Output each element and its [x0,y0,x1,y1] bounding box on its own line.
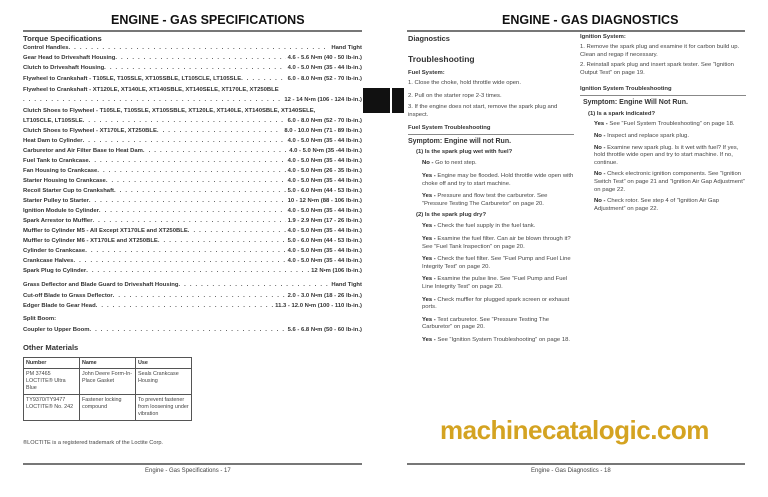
spec-label: Carburetor and Air Filter Base to Heat Dam [23,148,143,154]
spec-value: 1.9 - 2.9 N•m (17 - 26 lb-in.) [287,218,362,224]
spec-value: 4.0 - 5.0 N•m (35 - 44 lb-in.) [287,208,362,214]
answer-key: Yes - [422,336,436,343]
spec-value: 8.0 - 10.0 N•m (71 - 89 lb-in.) [284,128,362,134]
cell: TY9370/TY9477 LOCTITE® No. 242 [24,395,80,421]
dot-leader [93,218,286,225]
spec-value: 11.3 - 12.0 N•m (100 - 110 lb-in.) [275,303,362,309]
answer-item [594,133,746,141]
torque-row-label [23,87,362,94]
torque-row [23,268,362,275]
spec-value: 12 N•m (106 lb-in.) [311,268,362,274]
answer-item [594,121,746,129]
fuel-step: 1. Close the choke, hold throttle wide open. [408,80,521,86]
spec-value: Hand Tight [331,45,362,51]
dot-leader [83,118,286,125]
dot-leader [113,293,286,300]
answer-key: Yes - [422,256,436,263]
answer-key: Yes - [422,316,436,323]
dot-leader [241,76,285,83]
spec-value: 4.0 - 5.0 N•m (26 - 35 lb-in.) [287,168,362,174]
dot-leader [85,248,285,255]
cell: John Deere Form-In-Place Gasket [80,369,136,395]
answer-item [422,223,574,231]
ign-step: 1. Remove the spark plug and examine it for carbon build up. Clean and regap if necessary. [580,44,740,58]
torque-row [23,228,362,235]
dot-leader [143,148,287,155]
dot-leader [115,55,285,62]
dot-leader [96,303,273,310]
torque-row [23,258,362,265]
cell: Seals Crankcase Housing [136,369,192,395]
spec-label: Fan Housing to Crankcase [23,168,98,174]
spec-label: Gear Head to Driveshaft Housing [23,55,116,61]
dot-leader [99,208,286,215]
answer-text: Go to next step. [433,160,477,167]
spec-label: Recoil Starter Cup to Crankshaft [23,188,114,194]
diagnostics-heading: Diagnostics [408,34,450,43]
spec-value: 4.0 - 5.0 N•m (35 -44 lb-in.) [289,148,362,154]
spec-value: 4.0 - 5.0 N•m (35 - 44 lb-in.) [287,65,362,71]
dot-leader [104,65,285,72]
spec-label: Starter Housing to Crankcase [23,178,106,184]
torque-row [23,303,362,310]
answer-item [422,173,574,188]
dot-leader [83,138,286,145]
torque-specs-heading: Torque Specifications [23,34,102,43]
torque-row [23,178,362,185]
dot-leader [89,198,286,205]
spec-label: Heat Dam to Cylinder [23,138,83,144]
answer-item [594,145,746,168]
spec-label: Muffler to Cylinder M5 - All Except XT170LE and XT250BLE [23,228,188,234]
footer-rule [407,463,745,465]
spec-label: Cut-off Blade to Grass Deflector [23,293,113,299]
spec-value: 4.0 - 5.0 N•m (35 - 44 lb-in.) [287,248,362,254]
torque-row [23,238,362,245]
trademark-note: ®LOCTITE is a registered trademark of the Loctite Corp. [23,440,163,446]
torque-row [23,128,362,135]
spec-label: Flywheel to Crankshaft - XT120LE, XT140LE, XT140SBLE, XT140SELE, XT170LE, XT250BLE [23,87,279,93]
q2-answers [422,223,574,344]
spec-value: 4.0 - 5.0 N•m (35 - 44 lb-in.) [287,258,362,264]
dot-leader [97,168,285,175]
spec-value: 12 - 14 N•m (106 - 124 lb-in.) [284,97,362,103]
q1-answers [422,160,574,208]
torque-row [23,158,362,165]
answer-text: Inspect and replace spark plug. [605,132,689,139]
answer-text: See “Fuel System Troubleshooting” on page 18. [607,121,735,128]
answer-text: Examine the fuel filter. Can air be blown through it? See “Fuel Tank Inspection” on page 20. [422,235,571,250]
torque-row [23,218,362,225]
torque-row [23,168,362,175]
torque-row [23,76,362,83]
section-tab-marker [363,88,390,113]
answer-key: Yes - [422,235,436,242]
spec-label: Cylinder to Crankcase [23,248,86,254]
fuel-ts-heading: Fuel System Troubleshooting [408,125,491,132]
answer-item [422,276,574,291]
spec-label: Edger Blade to Gear Head [23,303,96,309]
answer-item [422,236,574,251]
answer-key: No - [594,171,606,178]
dot-leader [178,282,329,289]
fuel-symptom: Symptom: Engine will not Run. [408,138,512,146]
spec-value: 10 - 12 N•m (88 - 106 lb-in.) [287,198,362,204]
answer-item [594,171,746,194]
answer-text: Examine the pulse line. See “Fuel Pump and Fuel Line Integrity Test” on page 20. [422,276,568,290]
answer-key: Yes - [422,193,436,200]
header-rule [23,30,362,32]
right-page-title: ENGINE - GAS DIAGNOSTICS [502,13,679,27]
dot-leader [89,158,286,165]
dot-leader [188,228,286,235]
iq1-answers [594,121,746,213]
spec-label: LT105CLE, LT105SLE [23,118,83,124]
torque-row [23,327,362,334]
spec-label: Flywheel to Crankshaft - T105LE, T105SLE, XT105SBLE, LT105CLE, LT105SLE [23,76,242,82]
torque-row [23,138,362,145]
answer-text: Check the fuel supply in the fuel tank. [435,223,536,230]
spec-label: Control Handles [23,45,69,51]
dot-leader [89,327,285,334]
spec-value: 5.6 - 6.8 N•m (50 - 60 lb-in.) [287,327,362,333]
footer-rule [23,463,362,465]
answer-key: Yes - [422,172,436,179]
ign-ts-heading: Ignition System Troubleshooting [580,86,672,93]
torque-row [23,45,362,52]
spec-value: 4.0 - 5.0 N•m (35 - 44 lb-in.) [287,178,362,184]
left-page-title: ENGINE - GAS SPECIFICATIONS [111,13,305,27]
torque-row [23,65,362,72]
answer-key: No - [594,144,606,151]
col-use: Use [136,358,192,369]
torque-row [23,198,362,205]
answer-text: Check the fuel filter. See “Fuel Pump and Fuel Line Integrity Test” on page 20. [422,256,571,270]
answer-key: Yes - [594,121,608,128]
torque-row [23,55,362,62]
right-page-footer: Engine - Gas Diagnostics - 18 [531,468,611,474]
divider [408,134,574,135]
answer-text: Engine may be flooded. Hold throttle wide open with choke off and try to start machine. [422,172,574,187]
torque-row [23,293,362,300]
spec-label: Clutch Shoes to Flywheel - XT170LE, XT250BLE [23,128,157,134]
dot-leader [69,45,330,52]
header-rule [407,30,745,32]
left-page-footer: Engine - Gas Specifications - 17 [145,468,231,474]
spec-value: 4.0 - 5.0 N•m (35 - 44 lb-in.) [287,228,362,234]
dot-leader [114,188,286,195]
col-number: Number [24,358,80,369]
cell: To prevent fastener from loosening under vibration [136,395,192,421]
materials-table [23,357,192,421]
answer-key: Yes - [422,276,436,283]
answer-item [422,160,574,168]
spec-label: Clutch to Driveshaft Housing [23,65,105,71]
spec-label: Crankcase Halves [23,258,74,264]
answer-key: No - [594,132,606,139]
answer-text: Test carburetor. See “Pressure Testing The Carburetor” on page 20. [422,316,550,331]
fuel-step: 2. Pull on the starter rope 2-3 times. [408,92,502,99]
spec-value: 5.0 - 6.0 N•m (44 - 53 lb-in.) [287,188,362,194]
answer-text: Check electronic ignition components. See “Ignition Switch Test” on page 21 and “Ignition Air Gap Adjustment” on page 22. [594,171,745,193]
spec-value: 4.6 - 5.6 N•m (40 - 50 lb-in.) [287,55,362,61]
answer-item [422,317,574,332]
spec-value: Hand Tight [331,282,362,288]
torque-row [23,188,362,195]
fuel-system-label: Fuel System: [408,70,445,76]
ign-symptom: Symptom: Engine Will Not Run. [583,99,688,107]
dot-leader [23,97,282,104]
answer-text: Check muffler for plugged spark screen or exhaust ports. [422,296,570,311]
dot-leader [86,268,309,275]
dot-leader [157,128,282,135]
answer-text: Examine new spark plug. Is it wet with fuel? If yes, hold throttle wide open and try to start machine. If no, continue. [594,144,739,166]
spec-label: Clutch Shoes to Flywheel - T105LE, T105SLE, XT105SBLE, XT120LE, XT140LE, XT140SBLE, XT140SELE, [23,108,316,114]
answer-key: No - [594,198,606,205]
spec-label: Starter Pulley to Starter [23,198,89,204]
answer-item [594,198,746,213]
torque-row [23,282,362,289]
col-name: Name [80,358,136,369]
torque-row [23,97,362,104]
answer-text: Pressure and flow test the carburetor. See “Pressure Testing The Carburetor” on page 20. [422,193,548,207]
spec-label: Fuel Tank to Crankcase [23,158,89,164]
spec-value: 4.0 - 5.0 N•m (35 - 44 lb-in.) [287,138,362,144]
spec-label: Muffler to Cylinder M6 - XT170LE and XT250BLE [23,238,158,244]
cell: PM 37465 LOCTITE® Ultra Blue [24,369,80,395]
split-boom-label: Split Boom: [23,316,57,322]
table-row [24,395,192,421]
torque-row [23,148,362,155]
spec-value: 2.0 - 3.0 N•m (18 - 26 lb-in.) [287,293,362,299]
answer-key: Yes - [422,296,436,303]
ign-step: 2. Reinstall spark plug and insert spark tester. See “Ignition Output Test” on page 19. [580,62,734,76]
answer-item [422,193,574,208]
dot-leader [73,258,285,265]
answer-item [422,297,574,312]
other-materials-heading: Other Materials [23,343,79,352]
ignition-system-label: Ignition System: [580,34,626,40]
spec-label: Spark Arrestor to Muffler [23,218,93,224]
spec-value: 6.0 - 8.0 N•m (52 - 70 lb-in.) [287,118,362,124]
answer-item [422,337,574,345]
torque-row-label [23,108,362,115]
ign-question-1: (1) Is a spark indicated? [588,111,656,118]
torque-row [23,248,362,255]
table-row [24,369,192,395]
troubleshooting-heading: Troubleshooting [408,54,475,64]
spec-value: 4.0 - 5.0 N•m (35 - 44 lb-in.) [287,158,362,164]
watermark: machinecatalogic.com [440,415,709,445]
answer-key: Yes - [422,223,436,230]
cell: Fastener locking compound [80,395,136,421]
divider [580,95,746,96]
answer-text: Check rotor. See step 4 of “Ignition Air Gap Adjustment” on page 22. [594,198,720,212]
spec-value: 5.0 - 6.0 N•m (44 - 53 lb-in.) [287,238,362,244]
answer-text: See “Ignition System Troubleshooting” on page 18. [435,336,571,343]
spec-value: 6.0 - 8.0 N•m (52 - 70 lb-in.) [287,76,362,82]
fuel-step: 3. If the engine does not start, remove the spark plug and inspect. [408,104,558,118]
question-1: (1) Is the spark plug wet with fuel? [416,149,513,156]
dot-leader [106,178,286,185]
spec-label: Coupler to Upper Boom [23,327,90,333]
spec-label: Ignition Module to Cylinder [23,208,99,214]
section-tab-marker [392,88,404,113]
torque-row [23,118,362,125]
torque-row [23,208,362,215]
answer-key: No - [422,160,434,167]
dot-leader [158,238,286,245]
spec-label: Grass Deflector and Blade Guard to Driveshaft Housing [23,282,179,288]
question-2: (2) Is the spark plug dry? [416,212,487,219]
spec-label: Spark Plug to Cylinder [23,268,87,274]
answer-item [422,256,574,271]
